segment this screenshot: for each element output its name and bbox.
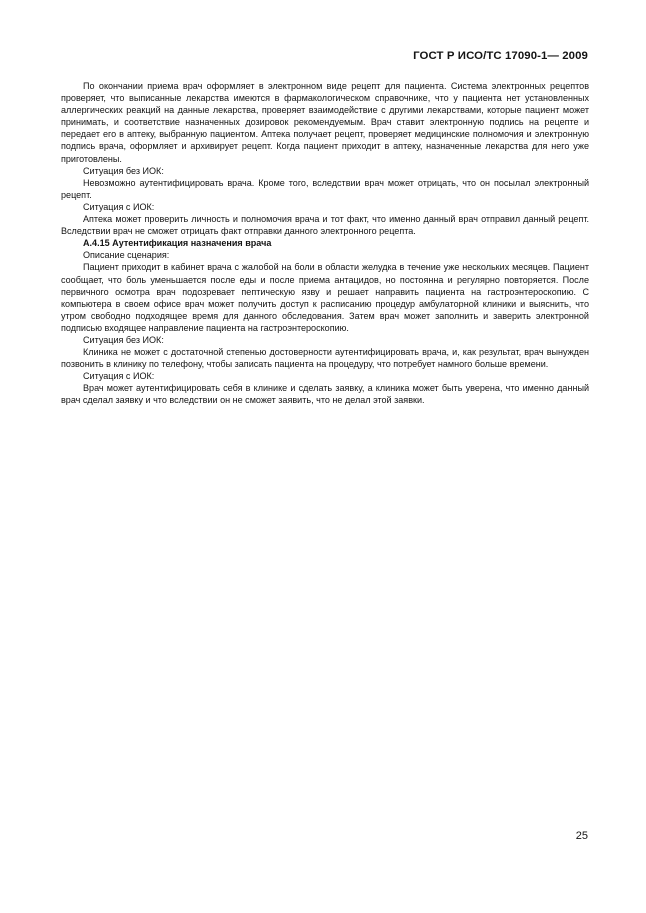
paragraph: Врач может аутентифицировать себя в клинике и сделать заявку, а клиника может быть уверена, что именно данный врач сделал заявку и что вследствии он не сможет заявить, что не делал этой заявки. (61, 383, 589, 406)
paragraph: Ситуация без ИОК: (83, 334, 164, 345)
paragraph: Ситуация с ИОК: (83, 371, 155, 382)
page-number: 25 (575, 830, 588, 842)
section-heading: А.4.15 Аутентификация назначения врача (83, 238, 272, 249)
document-code-header: ГОСТ Р ИСО/ТС 17090-1— 2009 (413, 50, 588, 62)
paragraph: По окончании приема врач оформляет в электронном виде рецепт для пациента. Система электронных рецептов проверяет, что выписанные лекарства имеются в фармакологическом справочнике, что у пациента нет установленных аллергических реакций на данные лекарства, проверяет взаимодействие с другими лекарствами, которые пациент может принимать, и соответствие назначенных дозировок рекомендуемым. Врач ставит электронную подпись на рецепте и передает его в аптеку, выбранную пациентом. Аптека получает рецепт, проверяет медицинские полномочия и электронную подпись врача, оформляет и архивирует рецепт. Когда пациент приходит в аптеку, назначенные лекарства для него уже приготовлены. (61, 81, 589, 164)
body-text (61, 80, 589, 407)
paragraph: Пациент приходит в кабинет врача с жалобой на боли в области желудка в течение уже нескольких месяцев. Пациент сообщает, что боль уменьшается после еды и после приема антацидов, но постоянна и регулярно повторяется. После первичного осмотра врач подозревает пептическую язву и решает направить пациента на гастроэнтероскопию. С компьютера в своем офисе врач может получить доступ к расписанию процедур амбулаторной клиники и выяснить, что утром свободно подходящее время для данного обследования. Затем врач может заполнить и заверить электронной подписью входящее направление пациента на гастроэнтероскопию. (61, 262, 589, 333)
paragraph: Описание сценария: (83, 250, 170, 261)
paragraph: Аптека может проверить личность и полномочия врача и тот факт, что именно данный врач отправил данный рецепт. Вследствии врач не сможет отрицать факт отправки данного электронного рецепта. (61, 214, 589, 237)
paragraph: Ситуация без ИОК: (83, 165, 164, 176)
paragraph: Клиника не может с достаточной степенью достоверности аутентифицировать врача, и, как результат, врач вынужден позвонить в клинику по телефону, чтобы записать пациента на процедуру, что потребует намного больше времени. (61, 347, 589, 370)
paragraph: Невозможно аутентифицировать врача. Кроме того, вследствии врач может отрицать, что он посылал электронный рецепт. (61, 177, 589, 200)
paragraph: Ситуация с ИОК: (83, 201, 155, 212)
